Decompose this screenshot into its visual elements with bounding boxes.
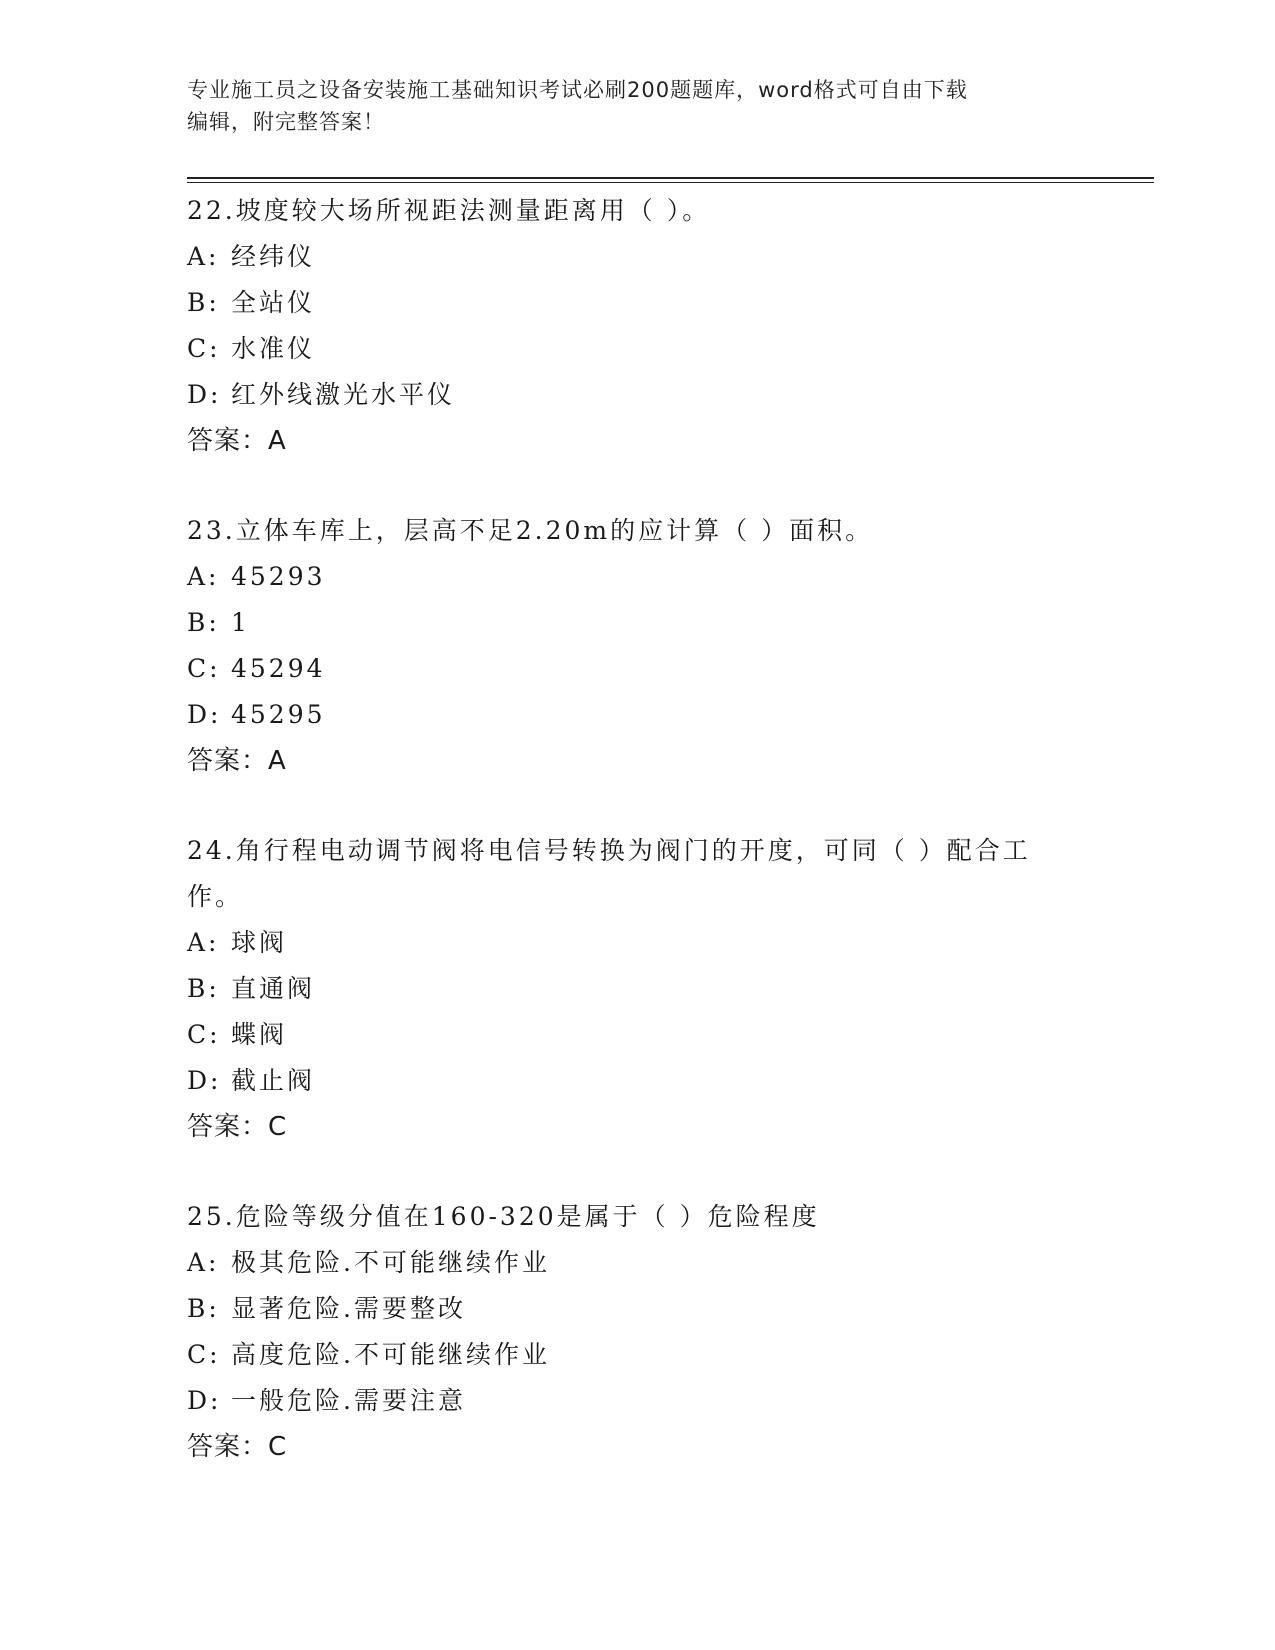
option-b — [187, 600, 1067, 646]
option-text: 极其危险.不可能继续作业 — [231, 1248, 550, 1277]
question-24 — [187, 828, 1067, 1150]
option-a — [187, 920, 1067, 966]
option-text: 球阀 — [231, 928, 288, 957]
option-text: 经纬仪 — [231, 242, 316, 271]
option-text: 45295 — [231, 700, 326, 729]
option-d — [187, 1378, 1067, 1424]
option-a — [187, 234, 1067, 280]
option-c — [187, 646, 1067, 692]
document-header — [187, 74, 1087, 138]
option-text: 高度危险.不可能继续作业 — [231, 1340, 550, 1369]
header-divider-thick — [187, 177, 1154, 179]
question-stem: 23.立体车库上，层高不足2.20m的应计算（ ）面积。 — [187, 516, 874, 545]
question-list — [187, 188, 1067, 1470]
option-text: 水准仪 — [231, 334, 316, 363]
option-a — [187, 1240, 1067, 1286]
option-key: D: — [187, 380, 222, 409]
answer-line: 答案：A — [187, 746, 287, 776]
option-key: A: — [187, 562, 220, 591]
option-key: D: — [187, 700, 222, 729]
option-key: B: — [187, 1294, 220, 1323]
option-text: 45294 — [231, 654, 326, 683]
question-23 — [187, 508, 1067, 784]
option-text: 45293 — [231, 562, 326, 591]
header-divider-thin — [187, 182, 1154, 183]
option-key: B: — [187, 974, 220, 1003]
option-key: C: — [187, 334, 221, 363]
option-key: D: — [187, 1066, 222, 1095]
option-key: B: — [187, 288, 220, 317]
spacer — [187, 464, 1067, 508]
option-b — [187, 1286, 1067, 1332]
option-text: 显著危险.需要整改 — [231, 1294, 466, 1323]
option-c — [187, 1332, 1067, 1378]
spacer — [187, 784, 1067, 828]
option-d — [187, 372, 1067, 418]
option-key: A: — [187, 242, 220, 271]
option-text: 截止阀 — [231, 1066, 316, 1095]
option-c — [187, 1012, 1067, 1058]
option-key: D: — [187, 1386, 222, 1415]
option-text: 直通阀 — [231, 974, 316, 1003]
question-stem: 25.危险等级分值在160-320是属于（ ）危险程度 — [187, 1202, 820, 1231]
option-b — [187, 280, 1067, 326]
answer-line: 答案：A — [187, 426, 287, 456]
option-key: C: — [187, 1340, 221, 1369]
question-stem: 22.坡度较大场所视距法测量距离用（ ）。 — [187, 196, 711, 225]
option-text: 一般危险.需要注意 — [231, 1386, 466, 1415]
question-25 — [187, 1194, 1067, 1470]
option-key: A: — [187, 928, 220, 957]
question-22 — [187, 188, 1067, 464]
option-text: 全站仪 — [231, 288, 316, 317]
option-b — [187, 966, 1067, 1012]
option-d — [187, 1058, 1067, 1104]
answer-line: 答案：C — [187, 1112, 288, 1142]
option-c — [187, 326, 1067, 372]
option-text: 红外线激光水平仪 — [231, 380, 456, 409]
option-key: A: — [187, 1248, 220, 1277]
option-d — [187, 692, 1067, 738]
answer-line: 答案：C — [187, 1432, 288, 1462]
header-title-line-1: 专业施工员之设备安装施工基础知识考试必刷200题题库，word格式可自由下载 — [187, 78, 968, 102]
spacer — [187, 1150, 1067, 1194]
option-text: 1 — [231, 608, 250, 637]
option-a — [187, 554, 1067, 600]
option-key: C: — [187, 654, 221, 683]
header-title-line-2: 编辑，附完整答案！ — [187, 110, 385, 134]
option-text: 蝶阀 — [231, 1020, 288, 1049]
option-key: B: — [187, 608, 220, 637]
option-key: C: — [187, 1020, 221, 1049]
question-stem: 24.角行程电动调节阀将电信号转换为阀门的开度，可同（ ）配合工作。 — [187, 836, 1031, 911]
